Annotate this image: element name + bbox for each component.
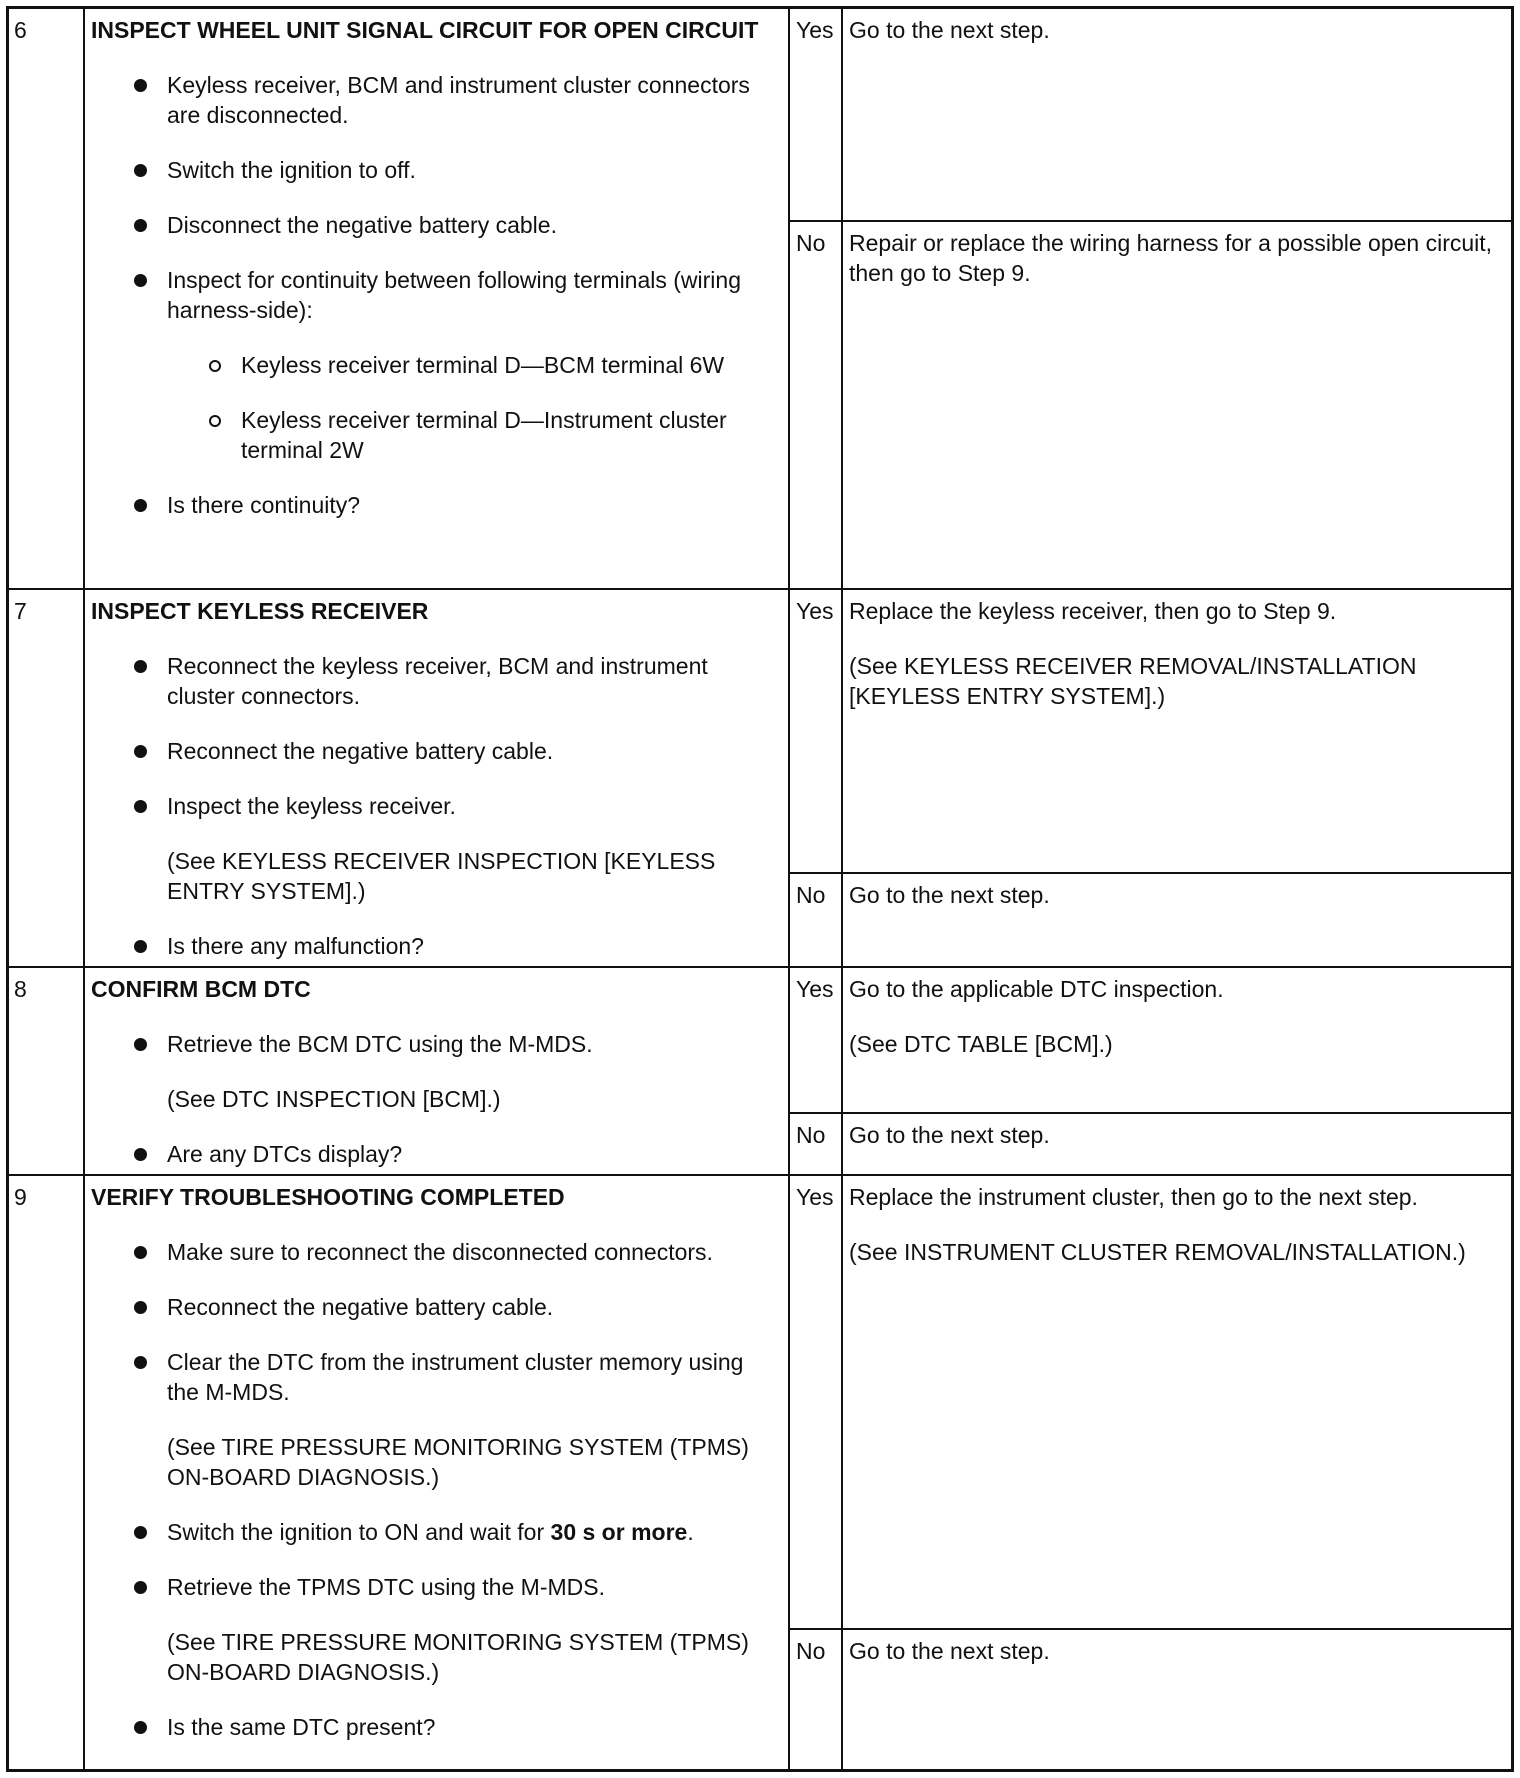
step-row-9	[9, 1176, 1511, 1769]
no-label: No	[790, 1630, 843, 1769]
no-action	[843, 222, 1511, 588]
procedure-question: Is there any malfunction?	[91, 931, 778, 961]
no-label: No	[790, 1114, 843, 1174]
procedure-item: Make sure to reconnect the disconnected connectors.	[91, 1237, 778, 1267]
step-procedure	[85, 1176, 790, 1769]
step-number: 7	[9, 590, 85, 966]
yes-label: Yes	[790, 9, 843, 220]
procedure-item: Reconnect the negative battery cable.	[91, 736, 778, 766]
yes-result	[790, 1176, 1511, 1630]
reference-note: (See TIRE PRESSURE MONITORING SYSTEM (TPMS) ON-BOARD DIAGNOSIS.)	[167, 1629, 749, 1685]
no-label: No	[790, 222, 843, 588]
no-label: No	[790, 874, 843, 966]
yes-action	[843, 968, 1511, 1112]
emphasis-text: 30 s or more	[550, 1519, 688, 1545]
step-row-7	[9, 590, 1511, 968]
procedure-subitem: Keyless receiver terminal D—Instrument cluster terminal 2W	[91, 405, 778, 465]
action-text: Go to the next step.	[849, 1122, 1050, 1148]
action-text: Go to the next step.	[849, 17, 1050, 43]
step-number: 8	[9, 968, 85, 1174]
step-title: VERIFY TROUBLESHOOTING COMPLETED	[91, 1184, 565, 1210]
step-row-6	[9, 9, 1511, 590]
item-text: Switch the ignition to ON and wait for	[167, 1519, 551, 1545]
procedure-question: Is there continuity?	[91, 490, 778, 520]
step-title: INSPECT KEYLESS RECEIVER	[91, 598, 429, 624]
reference-note: (See DTC TABLE [BCM].)	[849, 1031, 1113, 1057]
yes-action	[843, 9, 1511, 220]
no-result	[790, 1630, 1511, 1769]
procedure-item: Inspect for continuity between following terminals (wiring harness-side):	[91, 265, 778, 325]
procedure-item: Retrieve the TPMS DTC using the M-MDS.	[91, 1572, 778, 1602]
reference-note: (See TIRE PRESSURE MONITORING SYSTEM (TPMS) ON-BOARD DIAGNOSIS.)	[167, 1434, 749, 1490]
procedure-item: Reconnect the negative battery cable.	[91, 1292, 778, 1322]
action-text: Go to the applicable DTC inspection.	[849, 976, 1224, 1002]
procedure-item: Disconnect the negative battery cable.	[91, 210, 778, 240]
yes-label: Yes	[790, 968, 843, 1112]
step-number: 6	[9, 9, 85, 588]
procedure-item: Keyless receiver, BCM and instrument cluster connectors are disconnected.	[91, 70, 778, 130]
yes-label: Yes	[790, 590, 843, 872]
step-number: 9	[9, 1176, 85, 1769]
step-title: INSPECT WHEEL UNIT SIGNAL CIRCUIT FOR OPEN CIRCUIT	[91, 17, 759, 43]
step-results	[790, 590, 1511, 966]
step-title: CONFIRM BCM DTC	[91, 976, 311, 1002]
reference-note: (See DTC INSPECTION [BCM].)	[167, 1086, 501, 1112]
step-row-8	[9, 968, 1511, 1176]
no-result	[790, 222, 1511, 588]
step-results	[790, 9, 1511, 588]
action-text: Replace the keyless receiver, then go to Step 9.	[849, 598, 1337, 624]
reference-note: (See KEYLESS RECEIVER REMOVAL/INSTALLATION [KEYLESS ENTRY SYSTEM].)	[849, 653, 1417, 709]
procedure-question: Is the same DTC present?	[91, 1712, 778, 1742]
procedure-item: Clear the DTC from the instrument cluster memory using the M-MDS.	[91, 1347, 778, 1407]
no-result	[790, 1114, 1511, 1174]
item-text-end: .	[687, 1519, 694, 1545]
step-results	[790, 1176, 1511, 1769]
procedure-item: Retrieve the BCM DTC using the M-MDS.	[91, 1029, 778, 1059]
no-result	[790, 874, 1511, 966]
reference-note: (See KEYLESS RECEIVER INSPECTION [KEYLESS ENTRY SYSTEM].)	[167, 848, 716, 904]
step-procedure	[85, 590, 790, 966]
action-text: Repair or replace the wiring harness for a possible open circuit, then go to Step 9.	[849, 230, 1493, 286]
yes-result	[790, 968, 1511, 1114]
procedure-item	[91, 1517, 778, 1547]
action-text: Go to the next step.	[849, 882, 1050, 908]
step-results	[790, 968, 1511, 1174]
yes-result	[790, 9, 1511, 222]
step-procedure	[85, 968, 790, 1174]
procedure-subitem: Keyless receiver terminal D—BCM terminal 6W	[91, 350, 778, 380]
no-action	[843, 874, 1511, 966]
no-action	[843, 1630, 1511, 1769]
step-procedure	[85, 9, 790, 588]
yes-result	[790, 590, 1511, 874]
action-text: Go to the next step.	[849, 1638, 1050, 1664]
reference-note: (See INSTRUMENT CLUSTER REMOVAL/INSTALLATION.)	[849, 1239, 1466, 1265]
troubleshooting-table	[6, 6, 1514, 1772]
procedure-question: Are any DTCs display?	[91, 1139, 778, 1169]
yes-action	[843, 1176, 1511, 1628]
yes-label: Yes	[790, 1176, 843, 1628]
no-action	[843, 1114, 1511, 1174]
yes-action	[843, 590, 1511, 872]
procedure-item: Reconnect the keyless receiver, BCM and instrument cluster connectors.	[91, 651, 778, 711]
procedure-item: Inspect the keyless receiver.	[91, 791, 778, 821]
procedure-item: Switch the ignition to off.	[91, 155, 778, 185]
action-text: Replace the instrument cluster, then go to the next step.	[849, 1184, 1418, 1210]
